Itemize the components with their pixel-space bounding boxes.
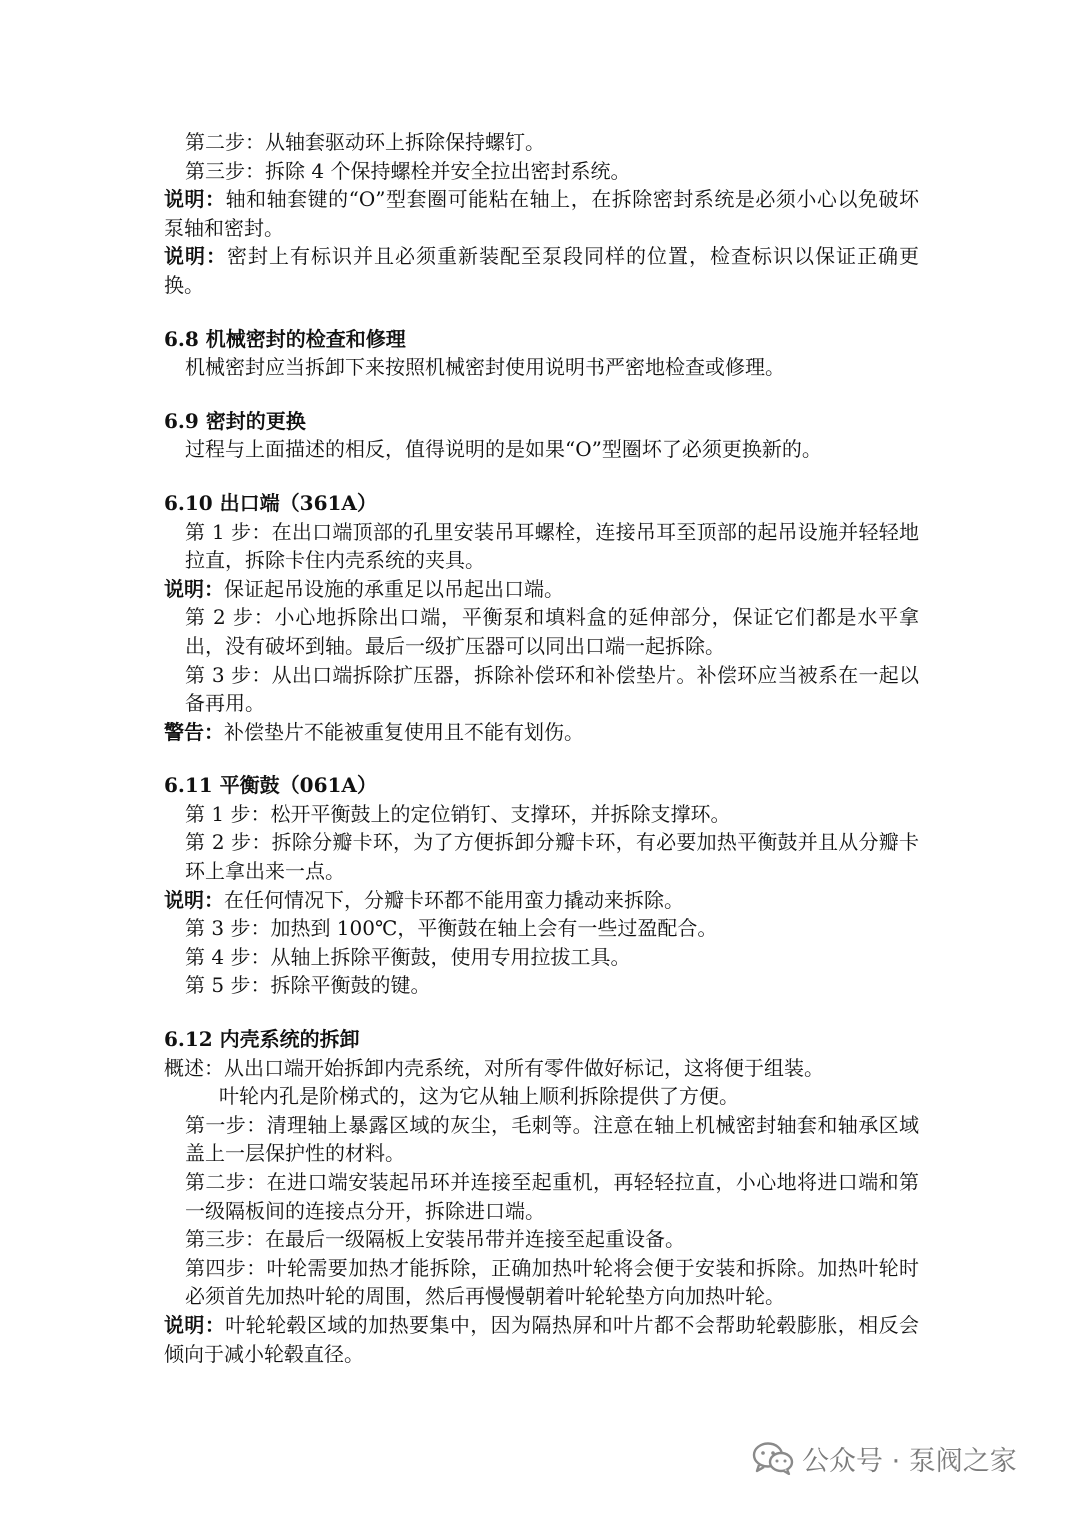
note-label: 说明： <box>164 1312 226 1337</box>
step-paragraph: 第二步：在进口端安装起吊环并连接至起重机，再轻轻拉直，小心地将进口端和第一级隔板间的连接点分开，拆除进口端。 <box>185 1170 919 1223</box>
section-heading-6-8: 6.8 机械密封的检查和修理 <box>164 326 406 351</box>
step-paragraph: 第 1 步：松开平衡鼓上的定位销钉、支撑环，并拆除支撑环。 <box>185 801 731 826</box>
document-page <box>164 128 919 1368</box>
section-heading-6-9: 6.9 密封的更换 <box>164 408 306 433</box>
watermark-text: 公众号 · 泵阀之家 <box>802 1445 1017 1477</box>
note-paragraph <box>164 242 919 299</box>
step-paragraph: 第一步：清理轴上暴露区域的灰尘，毛刺等。注意在轴上机械密封轴套和轴承区域盖上一层保护性的材料。 <box>185 1112 919 1166</box>
watermark <box>752 1438 1017 1478</box>
overview-paragraph: 概述：从出口端开始拆卸内壳系统，对所有零件做好标记，这将便于组装。 <box>164 1055 824 1080</box>
note-text: 在任何情况下，分瓣卡环都不能用蛮力撬动来拆除。 <box>224 887 684 912</box>
note-text: 叶轮轮毂区域的加热要集中，因为隔热屏和叶片都不会帮助轮毂膨胀，相反会倾向于减小轮毂直径。 <box>164 1312 919 1366</box>
note-label: 说明： <box>164 244 227 269</box>
step-paragraph: 第 2 步：小心地拆除出口端，平衡泵和填料盒的延伸部分，保证它们都是水平拿出，没有破坏到轴。最后一级扩压器可以同出口端一起拆除。 <box>185 605 919 658</box>
note-paragraph <box>164 1311 919 1368</box>
section-body: 机械密封应当拆卸下来按照机械密封使用说明书严密地检查或修理。 <box>185 355 785 380</box>
wechat-icon <box>752 1441 794 1475</box>
note-text: 轴和轴套键的“O”型套圈可能粘在轴上，在拆除密封系统是必须小心以免破坏泵轴和密封。 <box>164 187 919 240</box>
note-text: 保证起吊设施的承重足以吊起出口端。 <box>224 576 564 601</box>
note-text: 密封上有标识并且必须重新装配至泵段同样的位置，检查标识以保证正确更换。 <box>164 244 919 297</box>
note-label: 说明： <box>164 187 226 212</box>
section-heading-6-10: 6.10 出口端（361A） <box>164 490 377 515</box>
note-paragraph <box>164 886 919 915</box>
warning-paragraph <box>164 718 919 747</box>
step-line: 第三步：拆除 4 个保持螺栓并安全拉出密封系统。 <box>185 158 631 183</box>
section-heading-6-12: 6.12 内壳系统的拆卸 <box>164 1027 360 1052</box>
note-label: 说明： <box>164 887 224 912</box>
warning-label: 警告： <box>164 719 224 744</box>
note-paragraph <box>164 185 919 242</box>
step-paragraph: 第 3 步：从出口端拆除扩压器，拆除补偿环和补偿垫片。补偿环应当被系在一起以备再用。 <box>185 662 919 716</box>
note-label: 说明： <box>164 576 224 601</box>
step-paragraph: 第三步：在最后一级隔板上安装吊带并连接至起重设备。 <box>185 1227 685 1252</box>
step-paragraph: 第 4 步：从轴上拆除平衡鼓，使用专用拉拔工具。 <box>185 944 631 969</box>
overview-continued: 叶轮内孔是阶梯式的，这为它从轴上顺利拆除提供了方便。 <box>219 1084 739 1109</box>
step-line: 第二步：从轴套驱动环上拆除保持螺钉。 <box>185 130 545 154</box>
warning-text: 补偿垫片不能被重复使用且不能有划伤。 <box>224 719 584 744</box>
step-paragraph: 第四步：叶轮需要加热才能拆除，正确加热叶轮将会便于安装和拆除。加热叶轮时必须首先加热叶轮的周围，然后再慢慢朝着叶轮轮垫方向加热叶轮。 <box>185 1255 919 1309</box>
step-paragraph: 第 1 步：在出口端顶部的孔里安装吊耳螺栓，连接吊耳至顶部的起吊设施并轻轻地拉直，拆除卡住内壳系统的夹具。 <box>185 519 919 573</box>
step-paragraph: 第 3 步：加热到 100℃，平衡鼓在轴上会有一些过盈配合。 <box>185 916 718 941</box>
step-paragraph: 第 2 步：拆除分瓣卡环，为了方便拆卸分瓣卡环，有必要加热平衡鼓并且从分瓣卡环上拿出来一点。 <box>185 830 919 884</box>
section-body: 过程与上面描述的相反，值得说明的是如果“O”型圈坏了必须更换新的。 <box>185 437 822 462</box>
note-paragraph <box>164 575 919 604</box>
section-heading-6-11: 6.11 平衡鼓（061A） <box>164 773 377 798</box>
step-paragraph: 第 5 步：拆除平衡鼓的键。 <box>185 973 431 998</box>
